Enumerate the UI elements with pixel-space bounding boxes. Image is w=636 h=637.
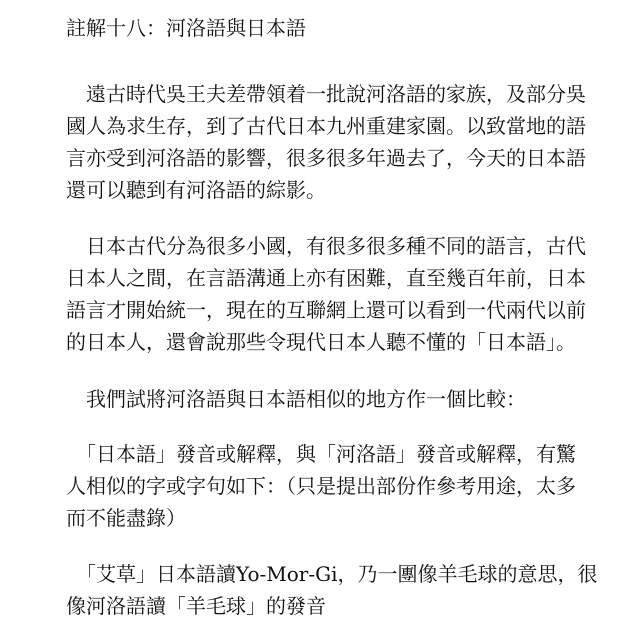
paragraph-line: 日本人之間，在言語溝通上亦有困難，直至幾百年前，日本	[66, 266, 586, 290]
paragraph-line: 日本古代分為很多小國，有很多很多種不同的語言，古代	[66, 234, 586, 258]
paragraph-line: 我們試將河洛語與日本語相似的地方作一個比較：	[66, 387, 526, 411]
paragraph-line: 遠古時代吳王夫差帶領着一批說河洛語的家族，及部分吳	[66, 82, 586, 106]
note-title: 註解十八：河洛語與日本語	[66, 16, 306, 40]
paragraph-5	[66, 558, 598, 622]
paragraph-line: 而不能盡錄）	[66, 506, 186, 530]
paragraph-line: 的日本人，還會說那些令現代日本人聽不懂的「日本語」。	[66, 330, 576, 354]
paragraph-line: 國人為求生存，到了古代日本九州重建家園。以致當地的語	[66, 114, 586, 138]
paragraph-line: 人相似的字或字句如下：（只是提出部份作參考用途，太多	[66, 474, 576, 498]
paragraph-line: 語言才開始統一，現在的互聯網上還可以看到一代兩代以前	[66, 298, 586, 322]
paragraph-4	[66, 438, 586, 534]
paragraph-line: 「艾草」日本語讀Yo-Mor-Gi，乃一團像羊毛球的意思，很	[66, 562, 598, 586]
paragraph-line: 還可以聽到有河洛語的綜影。	[66, 178, 326, 202]
paragraph-line: 言亦受到河洛語的影響，很多很多年過去了，今天的日本語	[66, 146, 586, 170]
paragraph-1	[66, 78, 586, 206]
paragraph-line: 「日本語」發音或解釋，與「河洛語」發音或解釋，有驚	[66, 442, 576, 466]
paragraph-line: 像河洛語讀「羊毛球」的發音	[66, 594, 326, 618]
paragraph-3	[66, 383, 586, 415]
paragraph-2	[66, 230, 586, 358]
